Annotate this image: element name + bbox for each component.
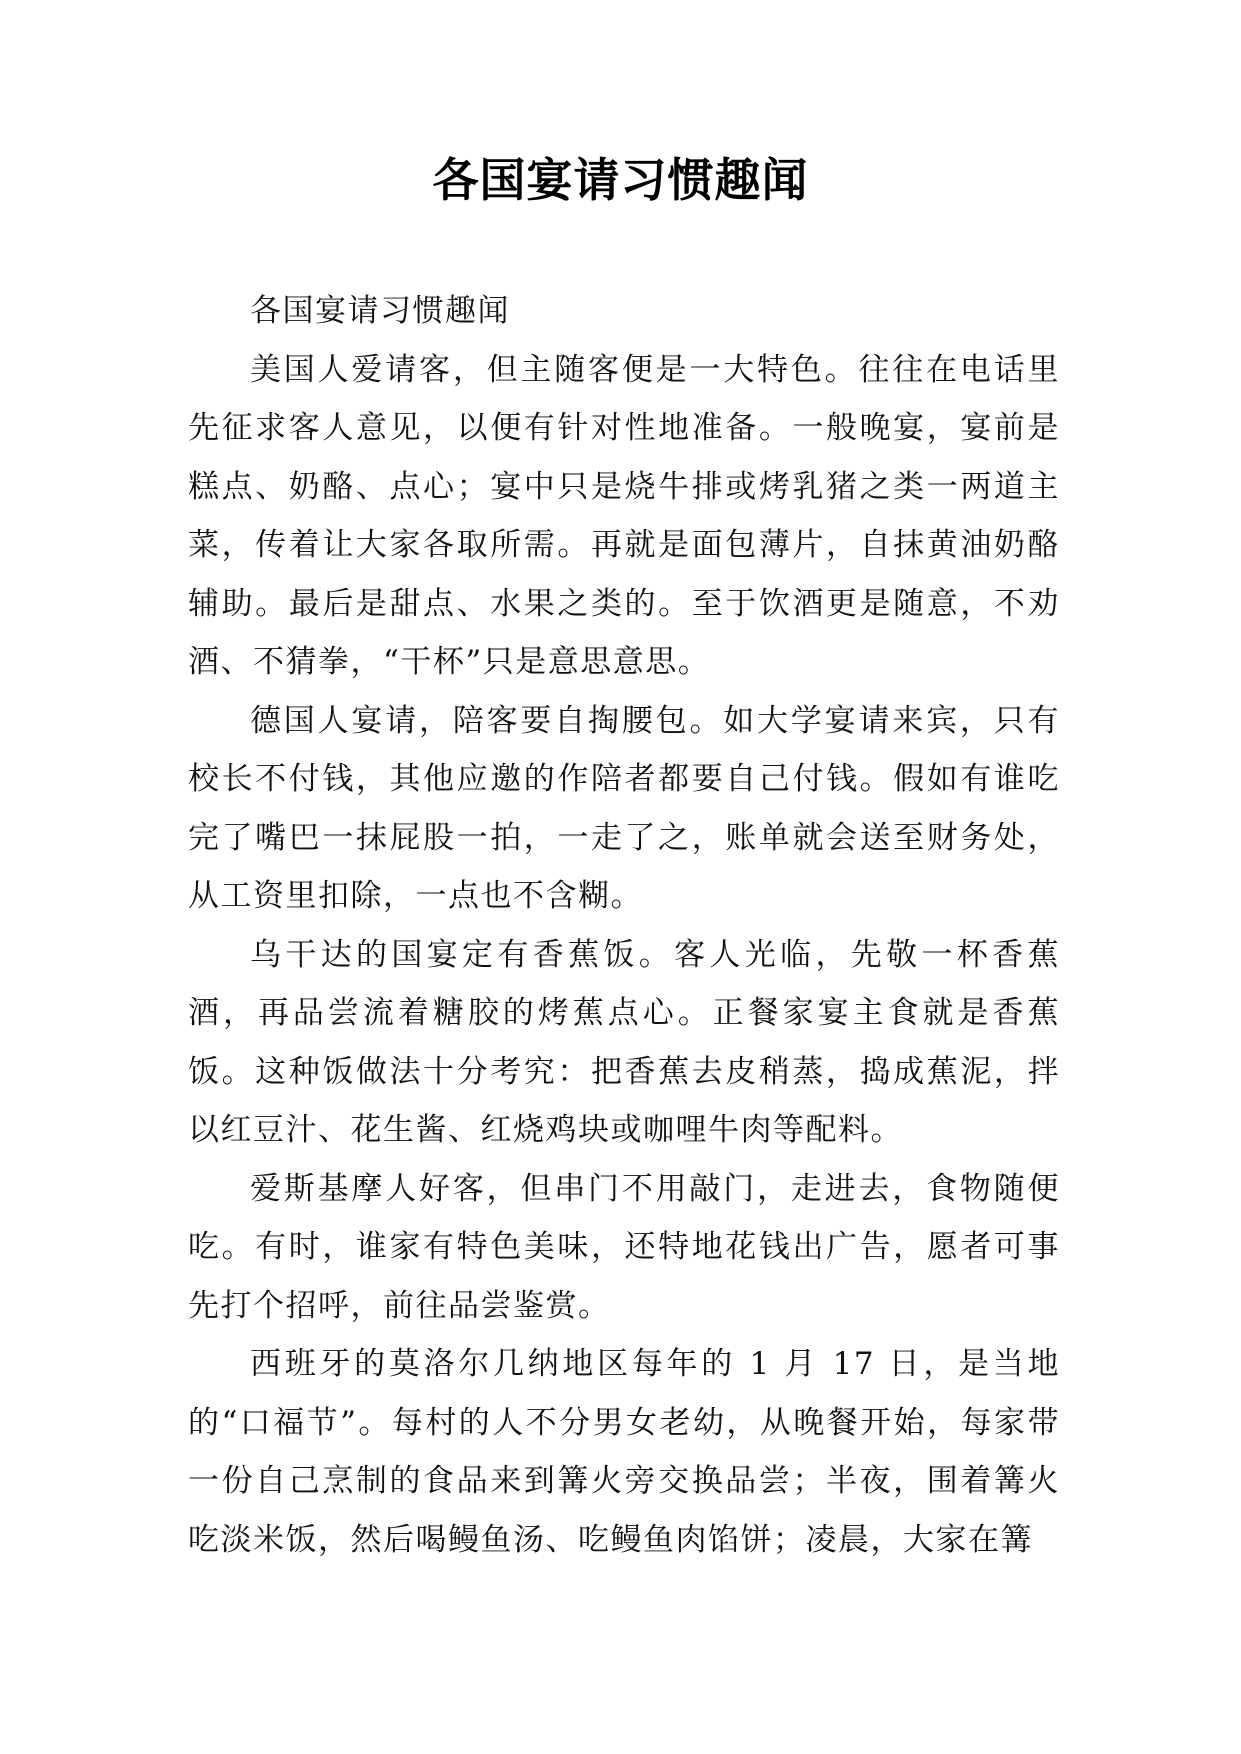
document-body bbox=[188, 282, 1060, 1569]
paragraph-germany: 德国人宴请，陪客要自掏腰包。如大学宴请来宾，只有校长不付钱，其他应邀的作陪者都要自己付钱。假如有谁吃完了嘴巴一抹屁股一拍，一走了之，账单就会送至财务处，从工资里扣除，一点也不含糊。 bbox=[188, 702, 1060, 914]
paragraph-spain: 西班牙的莫洛尔几纳地区每年的 1 月 17 日，是当地的“口福节”。每村的人不分男女老幼，从晚餐开始，每家带一份自己烹制的食品来到篝火旁交换品尝；半夜，围着篝火吃淡米饭，然后喝鳗鱼汤、吃鳗鱼肉馅饼；凌晨，大家在篝 bbox=[188, 1346, 1060, 1558]
paragraph-subtitle: 各国宴请习惯趣闻 bbox=[250, 293, 510, 329]
paragraph-usa: 美国人爱请客，但主随客便是一大特色。往往在电话里先征求客人意见，以便有针对性地准备。一般晚宴，宴前是糕点、奶酪、点心；宴中只是烧牛排或烤乳猪之类一两道主菜，传着让大家各取所需。再就是面包薄片，自抹黄油奶酪辅助。最后是甜点、水果之类的。至于饮酒更是随意，不劝酒、不猜拳，“干杯”只是意思意思。 bbox=[188, 351, 1060, 680]
paragraph-uganda: 乌干达的国宴定有香蕉饭。客人光临，先敬一杯香蕉酒，再品尝流着糖胶的烤蕉点心。正餐家宴主食就是香蕉饭。这种饭做法十分考究：把香蕉去皮稍蒸，捣成蕉泥，拌以红豆汁、花生酱、红烧鸡块或咖哩牛肉等配料。 bbox=[188, 936, 1060, 1148]
document-title: 各国宴请习惯趣闻 bbox=[432, 153, 809, 207]
paragraph-eskimo: 爱斯基摩人好客，但串门不用敲门，走进去，食物随便吃。有时，谁家有特色美味，还特地花钱出广告，愿者可事先打个招呼，前往品尝鉴赏。 bbox=[188, 1170, 1060, 1324]
